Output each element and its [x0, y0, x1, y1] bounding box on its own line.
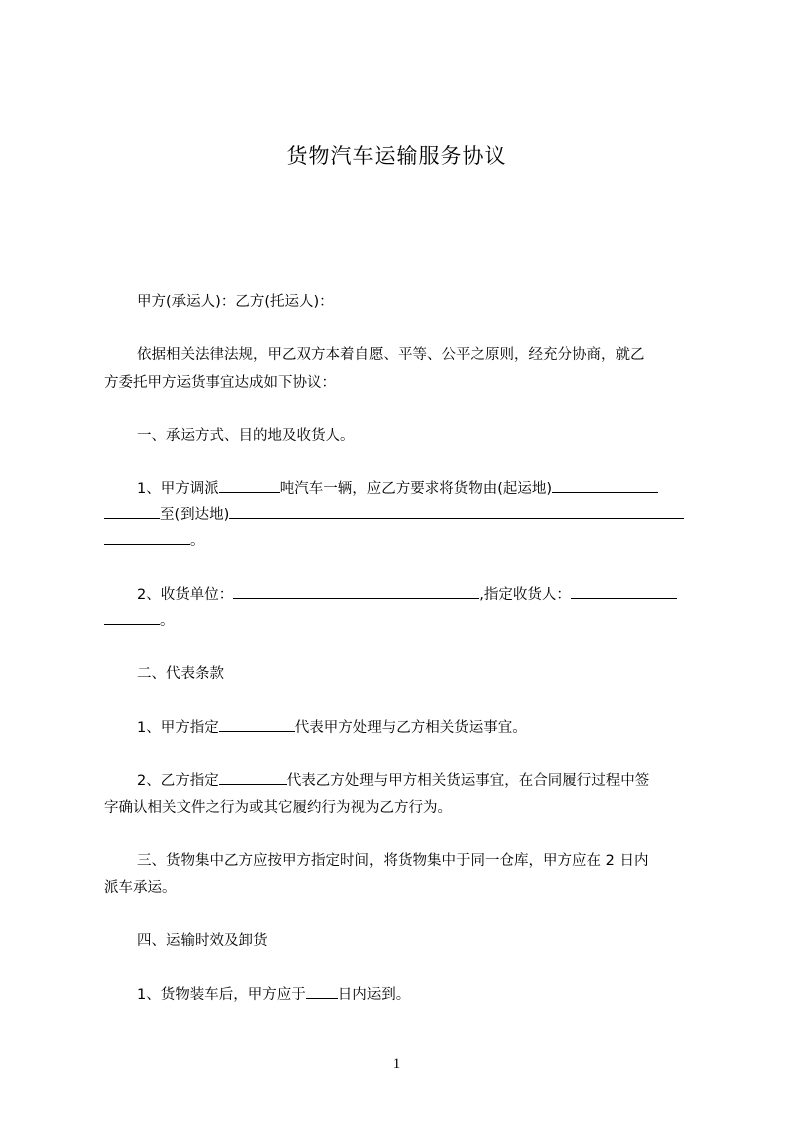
section4-item1-text-b: 日内运到。 — [337, 987, 411, 1003]
consignee-blank-part1 — [571, 585, 677, 599]
consignee-blank-part2 — [104, 611, 160, 625]
section1-item1-line1 — [137, 479, 658, 499]
section1-item1-text-d: 。 — [190, 533, 205, 549]
origin-blank-part2 — [104, 505, 160, 519]
section1-item1-line3 — [104, 531, 205, 551]
destination-blank-part2 — [104, 531, 190, 545]
section1-item1-line2 — [104, 505, 684, 525]
section2-item2-text-b: 代表乙方处理与甲方相关货运事宜，在合同履行过程中签 — [286, 773, 650, 789]
tonnage-blank — [219, 479, 280, 493]
section2-item1-text-b: 代表甲方处理与乙方相关货运事宜。 — [294, 720, 527, 736]
page-number: 1 — [392, 1056, 401, 1072]
section3-line1: 三、货物集中乙方应按甲方指定时间，将货物集中于同一仓库，甲方应在 2 日内 — [137, 853, 649, 869]
parties-line: 甲方(承运人)：乙方(托运人)： — [137, 294, 334, 310]
delivery-days-blank — [306, 985, 338, 999]
section1-item2-text-c: 。 — [160, 613, 175, 629]
section2-item2-line1 — [137, 771, 649, 791]
destination-blank-part1 — [229, 505, 684, 519]
section4-item1 — [137, 985, 410, 1005]
section1-item2-text-b: ,指定收货人： — [479, 587, 571, 603]
section1-item2-text-a: 2、收货单位： — [137, 587, 234, 603]
section1-heading: 一、承运方式、目的地及收货人。 — [137, 428, 355, 444]
section2-item1-text-a: 1、甲方指定 — [137, 720, 219, 736]
section1-item1-text-c: 至(到达地) — [160, 507, 230, 523]
section2-item2-text-a: 2、乙方指定 — [137, 773, 219, 789]
party-a-rep-blank — [219, 718, 295, 732]
section4-item1-text-a: 1、货物装车后，甲方应于 — [137, 987, 306, 1003]
origin-blank-part1 — [552, 479, 658, 493]
section2-item1 — [137, 718, 527, 738]
section1-item2-line1 — [137, 585, 677, 605]
section1-item1-text-a: 1、甲方调派 — [137, 481, 219, 497]
document-title: 货物汽车运输服务协议 — [286, 144, 507, 168]
section1-item2-line2 — [104, 611, 175, 631]
section3-line2: 派车承运。 — [104, 880, 177, 896]
party-b-rep-blank — [219, 771, 287, 785]
section2-item2-line2: 字确认相关文件之行为或其它履约行为视为乙方行为。 — [104, 800, 452, 816]
section4-heading: 四、运输时效及卸货 — [137, 933, 268, 949]
intro-line-1: 依据相关法律法规，甲乙双方本着自愿、平等、公平之原则，经充分协商，就乙 — [137, 347, 645, 363]
intro-line-2: 方委托甲方运货事宜达成如下协议： — [104, 375, 336, 391]
receiving-unit-blank — [233, 585, 479, 599]
section2-heading: 二、代表条款 — [137, 666, 224, 682]
section1-item1-text-b: 吨汽车一辆，应乙方要求将货物由(起运地) — [279, 481, 553, 497]
